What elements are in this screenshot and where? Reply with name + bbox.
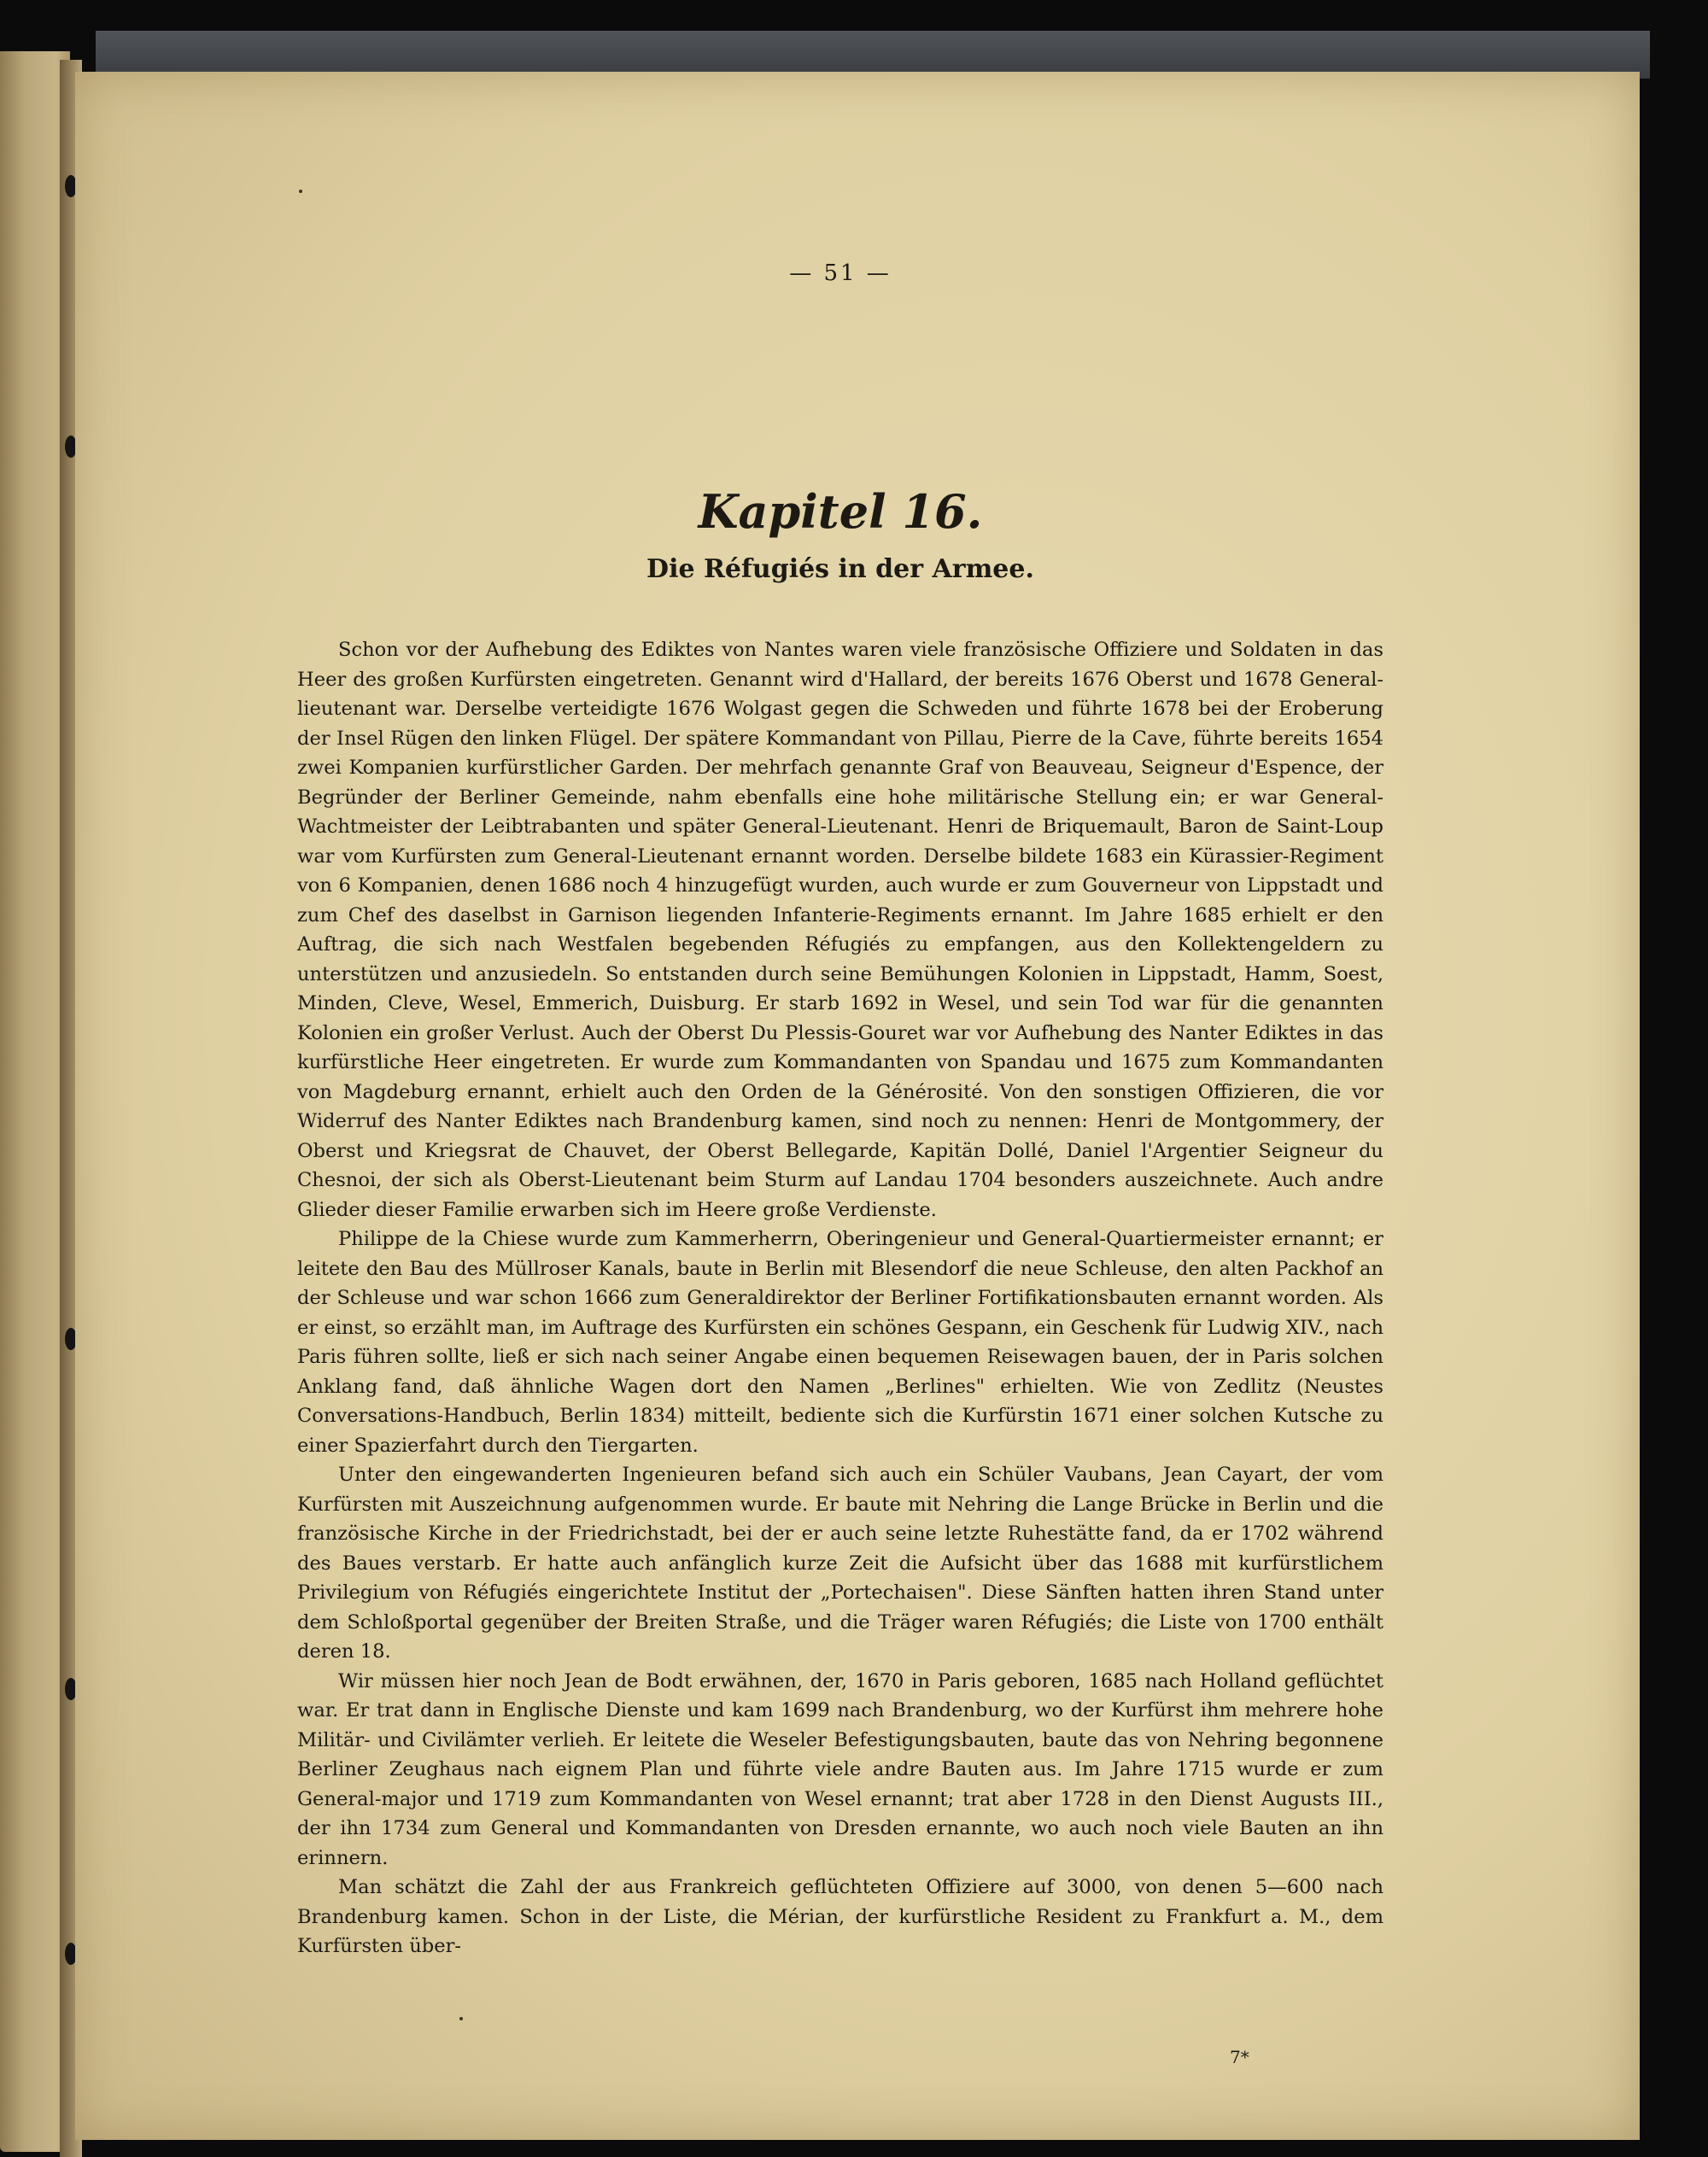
paragraph: Schon vor der Aufhebung des Ediktes von Nantes waren viele französische Offiziere und Soldaten in das Heer des großen Kurfürsten eingetreten. Genannt wird d'Hallard, der bereits 1676 Oberst und 1678 General-lieutenant war. Derselbe verteidigte 1676 Wolgast gegen die Schweden und führte 1678 bei der Eroberung der Insel Rügen den linken Flügel. Der spätere Kommandant von Pillau, Pierre de la Cave, führte bereits 1654 zwei Kompanien kurfürstlicher Garden. Der mehrfach genannte Graf von Beauveau, Seigneur d'Espence, der Begründer der Berliner Gemeinde, nahm ebenfalls eine hohe militärische Stellung ein; er war General-Wachtmeister der Leibtrabanten und später General-Lieutenant. Henri de Briquemault, Baron de Saint-Loup war vom Kurfürsten zum General-Lieutenant ernannt worden. Derselbe bildete 1683 ein Kürassier-Regiment von 6 Kompanien, denen 1686 noch 4 hinzugefügt wurden, auch wurde er zum Gouverneur von Lippstadt und zum Chef des daselbst in Garnison liegenden Infanterie-Regiments ernannt. Im Jahre 1685 erhielt er den Auftrag, die sich nach Westfalen begebenden Réfugiés zu empfangen, aus den Kollektengeldern zu unterstützen und anzusiedeln. So entstanden durch seine Bemühungen Kolonien in Lippstadt, Hamm, Soest, Minden, Cleve, Wesel, Emmerich, Duisburg. Er starb 1692 in Wesel, und sein Tod war für die genannten Kolonien ein großer Verlust. Auch der Oberst Du Plessis-Gouret war vor Aufhebung des Nanter Ediktes in das kurfürstliche Heer eingetreten. Er wurde zum Kommandanten von Spandau und 1675 zum Kommandanten von Magdeburg ernannt, erhielt auch den Orden de la Générosité. Von den sonstigen Offizieren, die vor Widerruf des Nanter Ediktes nach Brandenburg kamen, sind noch zu nennen: Henri de Montgommery, der Oberst und Kriegsrat de Chauvet, der Oberst Bellegarde, Kapitän Dollé, Daniel l'Argentier Seigneur du Chesnoi, der sich als Oberst-Lieutenant beim Sturm auf Landau 1704 besonders auszeichnete. Auch andre Glieder dieser Familie erwarben sich im Heere große Verdienste. bbox=[297, 639, 1383, 1221]
chapter-subtitle: Die Réfugiés in der Armee. bbox=[646, 554, 1034, 584]
chapter-title: Kapitel 16. bbox=[698, 484, 983, 539]
paper-speck bbox=[299, 190, 302, 193]
paragraph: Unter den eingewanderten Ingenieuren befand sich auch ein Schüler Vaubans, Jean Cayart, der vom Kurfürsten mit Auszeichnung aufgenommen wurde. Er baute mit Nehring die Lange Brücke in Berlin und die französische Kirche in der Friedrichstadt, bei der er auch seine letzte Ruhestätte fand, da er 1702 während des Baues verstarb. Er hatte auch anfänglich kurze Zeit die Aufsicht über das 1688 mit kurfürstlichem Privilegium von Réfugiés eingerichtete Institut der „Portechaisen". Diese Sänften hatten ihren Stand unter dem Schloßportal gegenüber der Breiten Straße, und die Träger waren Réfugiés; die Liste von 1700 enthält deren 18. bbox=[297, 1464, 1383, 1663]
page-content bbox=[297, 260, 1383, 1961]
body-text bbox=[297, 635, 1383, 1961]
paragraph: Philippe de la Chiese wurde zum Kammerherrn, Oberingenieur und General-Quartiermeister ernannt; er leitete den Bau des Müllroser Kanals, baute in Berlin mit Blesendorf die neue Schleuse, den alten Packhof an der Schleuse und war schon 1666 zum Generaldirektor der Berliner Fortifikationsbauten ernannt worden. Als er einst, so erzählt man, im Auftrage des Kurfürsten ein schönes Gespann, ein Geschenk für Ludwig XIV., nach Paris führen sollte, ließ er sich nach seiner Angabe einen bequemen Reisewagen bauen, der in Paris solchen Anklang fand, daß ähnliche Wagen dort den Namen „Berlines" erhielten. Wie von Zedlitz (Neustes Conversations-Handbuch, Berlin 1834) mitteilt, bediente sich die Kurfürstin 1671 einer solchen Kutsche zu einer Spazierfahrt durch den Tiergarten. bbox=[297, 1228, 1383, 1457]
paragraph: Man schätzt die Zahl der aus Frankreich geflüchteten Offiziere auf 3000, von denen 5—600 nach Brandenburg kamen. Schon in der Liste, die Mérian, der kurfürstliche Resident zu Frankfurt a. M., dem Kurfürsten über- bbox=[297, 1876, 1383, 1957]
signature-mark: 7* bbox=[1230, 2047, 1249, 2067]
paragraph: Wir müssen hier noch Jean de Bodt erwähnen, der, 1670 in Paris geboren, 1685 nach Holland geflüchtet war. Er trat dann in Englische Dienste und kam 1699 nach Brandenburg, wo der Kurfürst ihm mehrere hohe Militär- und Civilämter verlieh. Er leitete die Weseler Befestigungsbauten, baute das von Nehring begonnene Berliner Zeughaus nach eignem Plan und führte viele andre Bauten aus. Im Jahre 1715 wurde er zum General-major und 1719 zum Kommandanten von Wesel ernannt; trat aber 1728 in den Dienst Augusts III., der ihn 1734 zum General und Kommandanten von Dresden ernannte, wo auch noch viele Bauten an ihn erinnern. bbox=[297, 1669, 1383, 1869]
paper-speck bbox=[459, 2017, 463, 2020]
page-number: — 51 — bbox=[789, 260, 892, 286]
